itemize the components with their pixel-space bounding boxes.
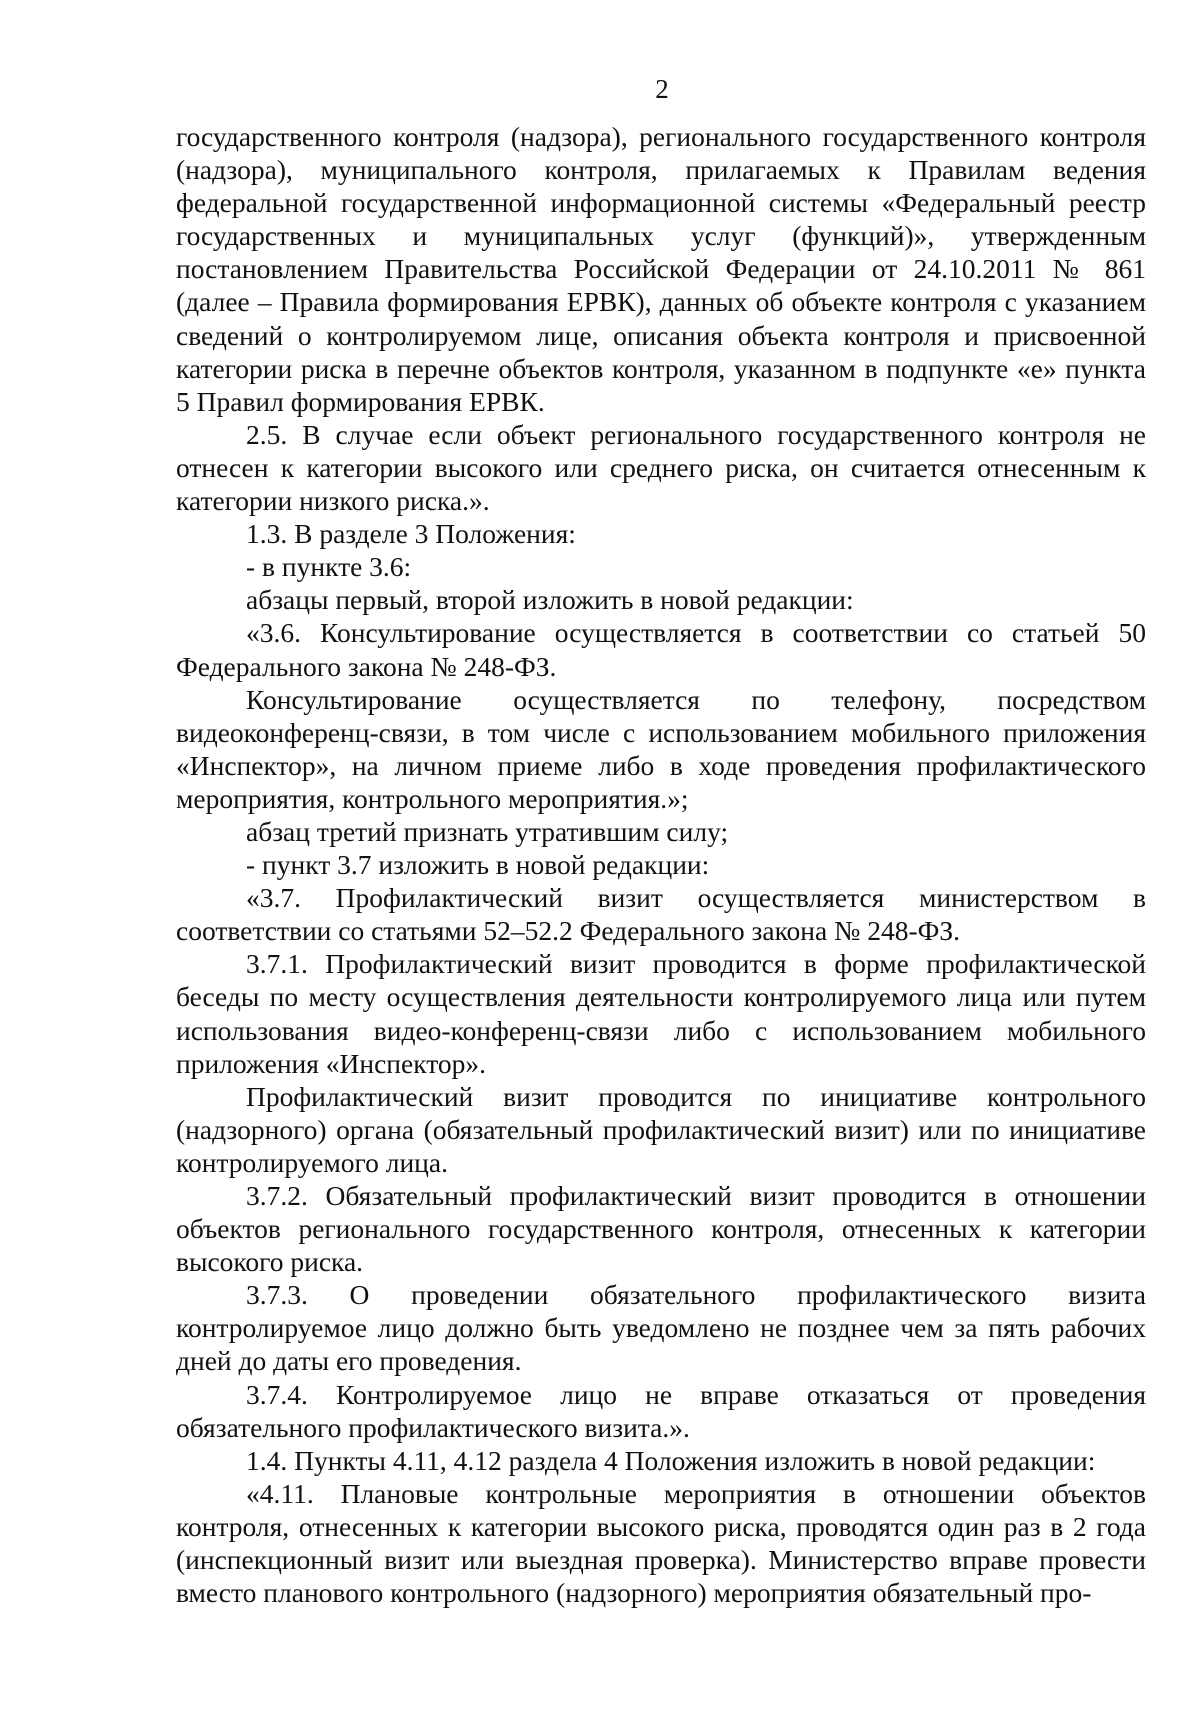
paragraph: 1.4. Пункты 4.11, 4.12 раздела 4 Положения изложить в новой редакции: [246,1444,1096,1476]
paragraph: абзац третий признать утратившим силу; [246,815,729,847]
paragraph: «3.7. Профилактический визит осуществляется министерством в соответствии со статьями 52–52.2 Федерального закона № 248-ФЗ. [176,882,1146,947]
paragraph: 1.3. В разделе 3 Положения: [246,518,576,550]
paragraph: 2.5. В случае если объект регионального государственного контроля не отнесен к категории высокого или среднего риска, он считается отнесенным к категории низкого риска.». [176,418,1146,517]
paragraph: 3.7.3. О проведении обязательного профилактического визита контролируемое лицо должно быть уведомлено не позднее чем за пять рабочих дней до даты его проведения. [176,1279,1146,1377]
page-number: 2 [655,74,669,104]
paragraph: - пункт 3.7 изложить в новой редакции: [246,849,710,881]
paragraph: абзацы первый, второй изложить в новой редакции: [246,584,854,616]
paragraph: государственного контроля (надзора), регионального государственного контроля (надзора), муниципального контроля, прилагаемых к Правилам ведения федеральной государственной информационной системы «Федеральный реестр государственных и муниципальных услуг (функций)», утвержденным постановлением Правительства Российской Федерации от 24.10.2011 № 861 (далее – Правила формирования ЕРВК), данных об объекте контроля с указанием сведений о контролируемом лице, описания объекта контроля и присвоенной категории риска в перечне объектов контроля, указанном в подпункте «е» пункта 5 Правил формирования ЕРВК. [176,121,1146,417]
paragraph: 3.7.4. Контролируемое лицо не вправе отказаться от проведения обязательного профилактического визита.». [176,1378,1146,1443]
paragraph: «4.11. Плановые контрольные мероприятия в отношении объектов контроля, отнесенных к категории высокого риска, проводятся один раз в 2 года (инспекционный визит или выездная проверка). Министерство вправе провести вместо планового контрольного (надзорного) мероприятия обязательный про- [176,1477,1146,1609]
paragraph: «3.6. Консультирование осуществляется в соответствии со статьей 50 Федерального закона № 248-ФЗ. [176,617,1146,682]
paragraph: Консультирование осуществляется по телефону, посредством видеоконференц-связи, в том числе с использованием мобильного приложения «Инспектор», на личном приеме либо в ходе проведения профилактического мероприятия, контрольного мероприятия.»; [176,683,1146,814]
paragraph: Профилактический визит проводится по инициативе контрольного (надзорного) органа (обязательный профилактический визит) или по инициативе контролируемого лица. [176,1080,1146,1178]
paragraph: 3.7.2. Обязательный профилактический визит проводится в отношении объектов регионального государственного контроля, отнесенных к категории высокого риска. [176,1180,1146,1278]
paragraph: - в пункте 3.6: [246,551,412,583]
paragraph: 3.7.1. Профилактический визит проводится в форме профилактической беседы по месту осуществления деятельности контролируемого лица или путем использования видео-конференц-связи либо с использованием мобильного приложения «Инспектор». [176,948,1146,1079]
document-body [176,120,1146,1609]
